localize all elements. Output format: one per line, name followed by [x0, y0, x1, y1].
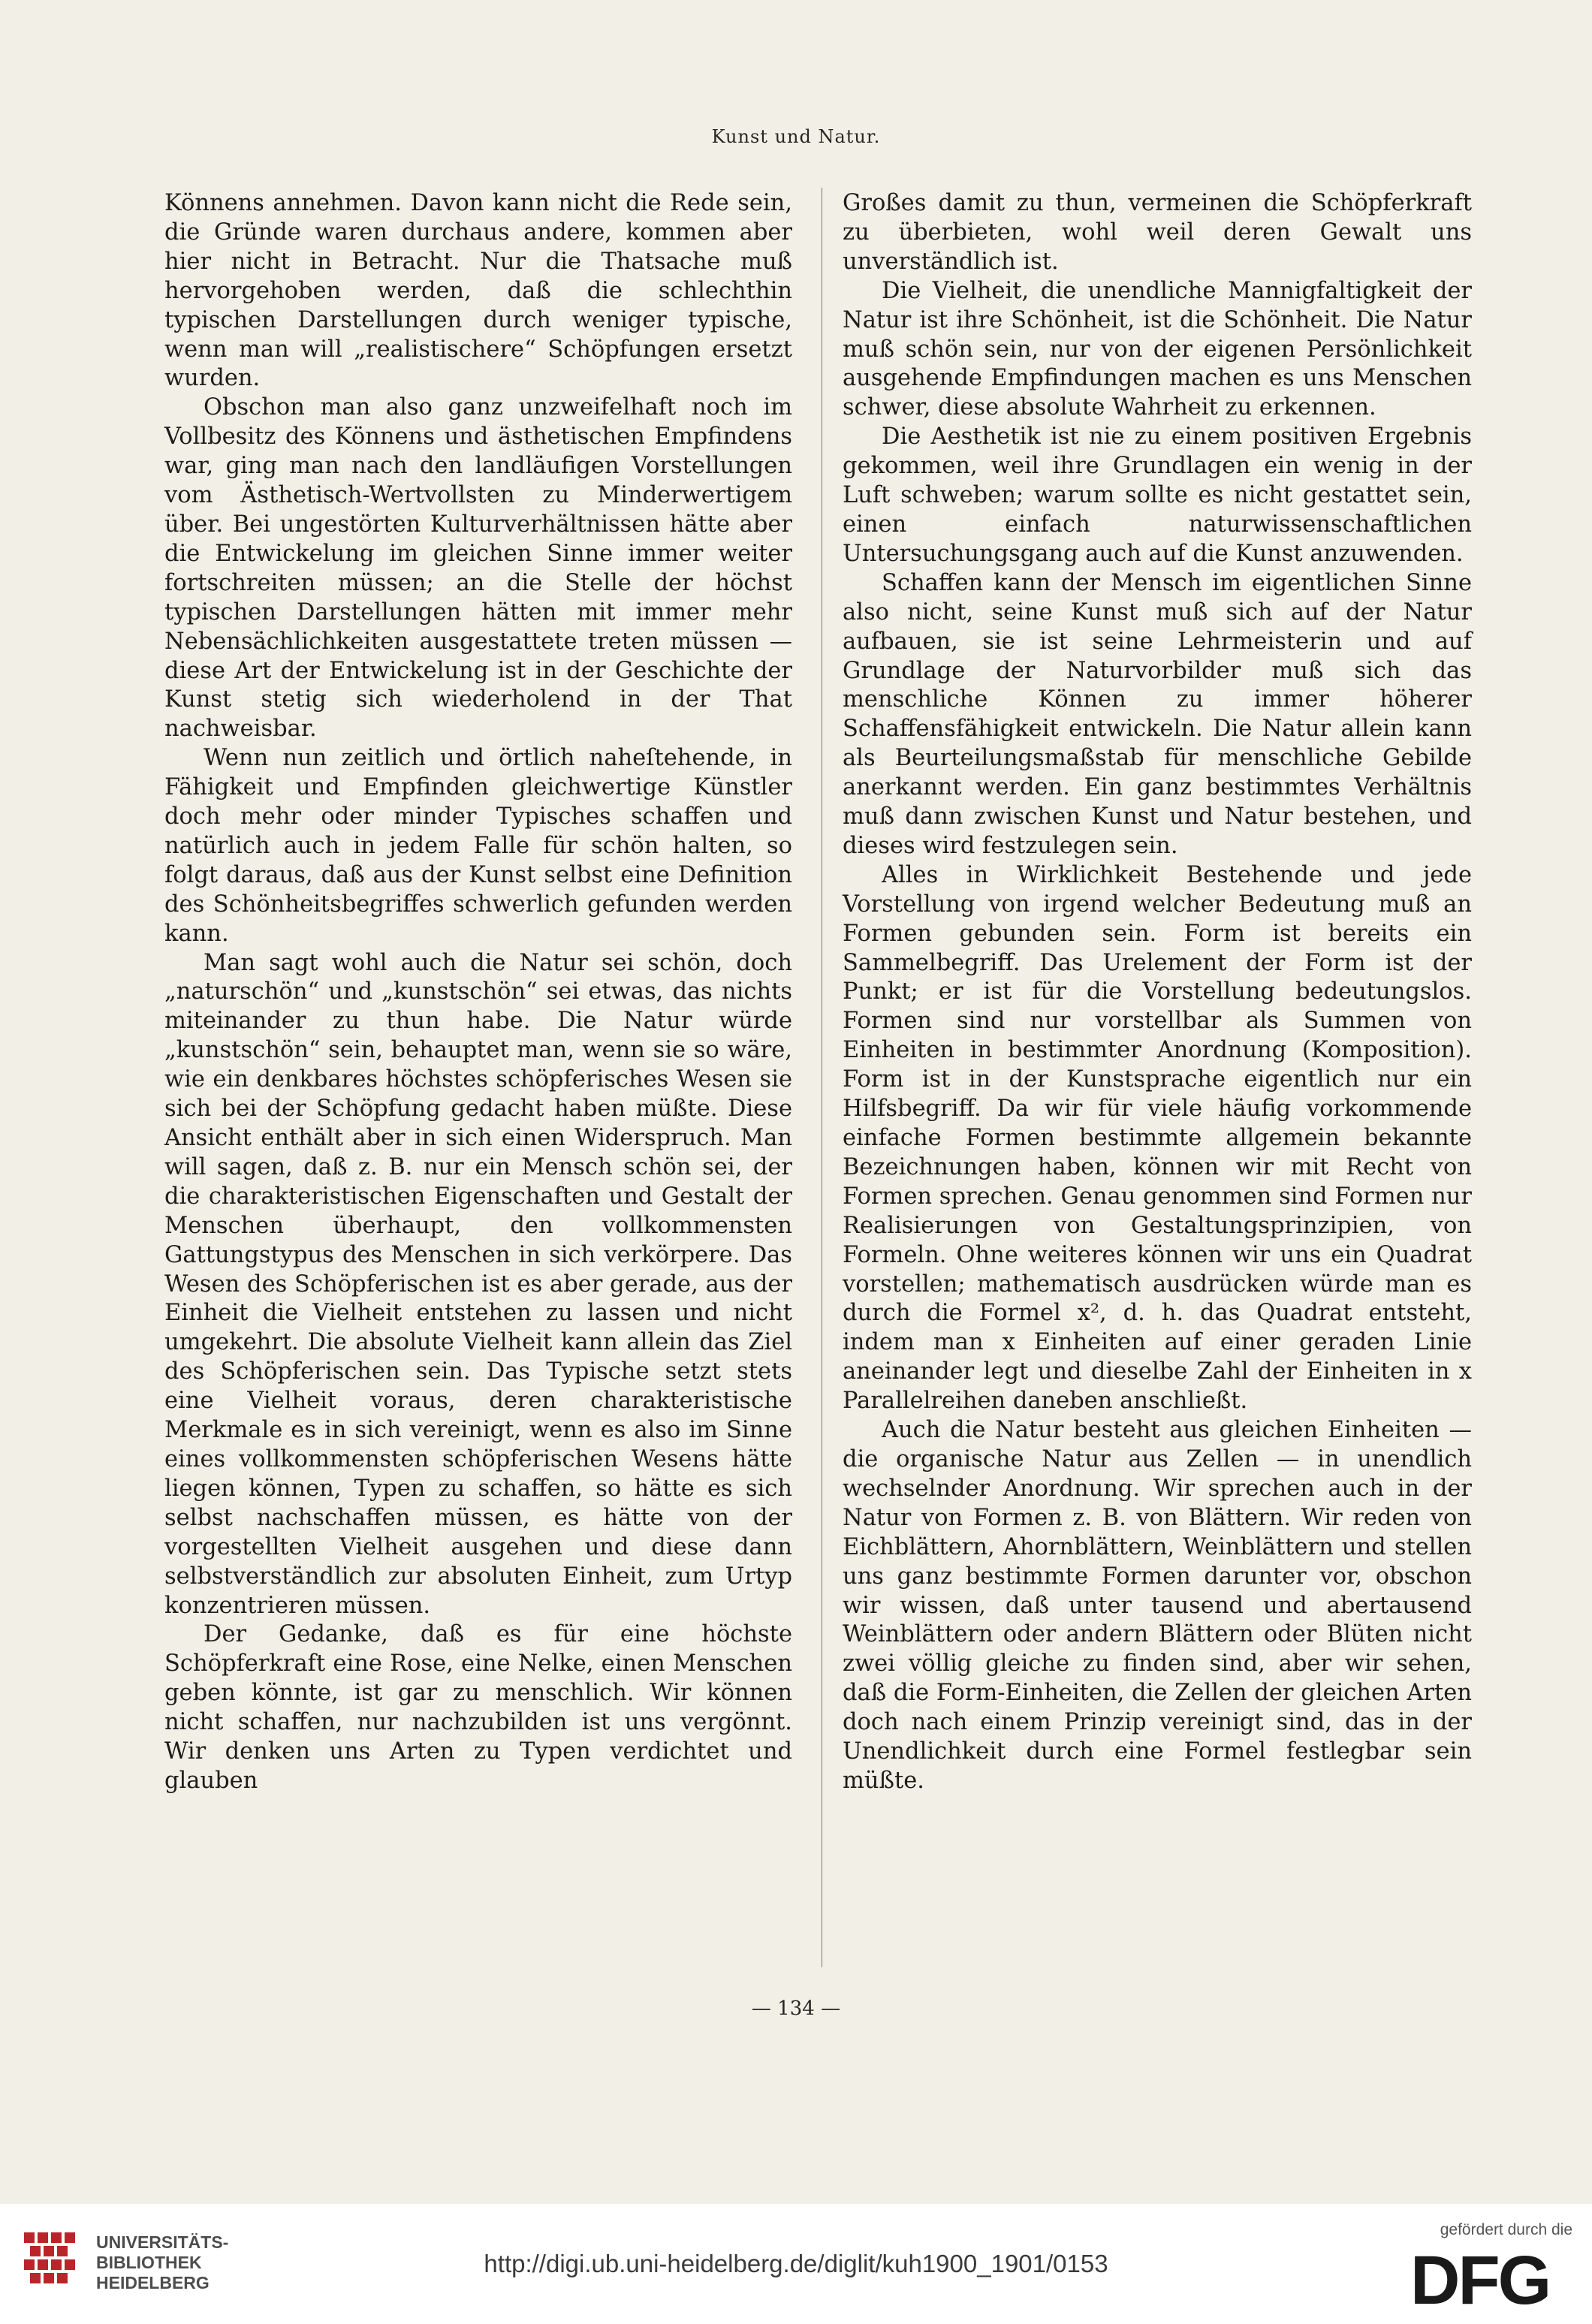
paragraph: Die Aesthetik ist nie zu einem positiven Ergebnis gekommen, weil ihre Grundlagen ein wenig in der Luft schweben; warum sollte es nicht gestattet sein, einen einfach naturwissenschaftlichen Untersuchungsgang auch auf die Kunst anzuwenden.	[843, 424, 1472, 567]
paragraph: Alles in Wirklichkeit Bestehende und jede Vorstellung von irgend welcher Bedeutung muß an Formen gebunden sein. Form ist bereits ein Sammelbegriff. Das Urelement der Form ist der Punkt; er ist für die Vorstellung bedeutungslos. Formen sind nur vorstellbar als Summen von Einheiten in bestimmter Anordnung (Komposition). Form ist in der Kunstsprache eigentlich nur ein Hilfsbegriff. Da wir für viele häufig vorkommende einfache Formen bestimmte allgemein bekannte Bezeichnungen haben, können wir mit Recht von Formen sprechen. Genau genommen sind Formen nur Realisierungen von Gestaltungsprinzipien, von Formeln. Ohne weiteres können wir uns ein Quadrat vorstellen; mathematisch ausdrücken würde man es durch die Formel x², d. h. das Quadrat entsteht, indem man x Einheiten auf einer geraden Linie aneinander legt und dieselbe Zahl der Einheiten in x Parallelreihen daneben anschließt.	[843, 861, 1472, 1415]
paragraph: Auch die Natur besteht aus gleichen Einheiten — die organische Natur aus Zellen — in unendlich wechselnder Anordnung. Wir sprechen auch in der Natur von Formen z. B. von Blättern. Wir reden von Eichblättern, Ahornblättern, Weinblättern und stellen uns ganz bestimmte Formen darunter vor, obschon wir wissen, daß unter tausend und abertausend Weinblättern oder andern Blättern oder Blüten nicht zwei völlig gleiche zu finden sind, aber wir sehen, daß die Form-Einheiten, die Zellen der gleichen Arten doch nach einem Prinzip vereinigt sind, das in der Unendlichkeit durch eine Formel festlegbar sein müßte.	[843, 1417, 1472, 1794]
library-name-line: BIBLIOTHEK	[96, 2253, 202, 2272]
source-url-link[interactable]: http://digi.ub.uni-heidelberg.de/diglit/kuh1900_1901/0153	[484, 2250, 1108, 2277]
right-text-column	[843, 189, 1472, 1796]
funding-text: gefördert durch die	[1440, 2221, 1572, 2238]
dfg-logo-icon	[1410, 2247, 1571, 2311]
library-name-line: UNIVERSITÄTS-	[96, 2232, 229, 2252]
paragraph: Obschon man also ganz unzweifelhaft noch im Vollbesitz des Könnens und ästhetischen Empfindens war, ging man nach den landläufigen Vorstellungen vom Ästhetisch-Wertvollsten zu Minderwertigem über. Bei ungestörten Kulturverhältnissen hätte aber die Entwickelung im gleichen Sinne immer weiter fortschreiten müssen; an die Stelle der höchst typischen Darstellungen hätten mit immer mehr Nebensächlichkeiten ausgestattete treten müssen — diese Art der Entwickelung ist in der Geschichte der Kunst stetig sich wiederholend in der That nachweisbar.	[164, 394, 792, 743]
paragraph: Der Gedanke, daß es für eine höchste Schöpferkraft eine Rose, eine Nelke, einen Menschen geben könnte, ist gar zu menschlich. Wir können nicht schaffen, nur nachzubilden ist uns vergönnt. Wir denken uns Arten zu Typen verdichtet und glauben	[164, 1621, 792, 1794]
page-number: — 134 —	[751, 1997, 841, 2020]
paragraph: Wenn nun zeitlich und örtlich naheſtehende, in Fähigkeit und Empfinden gleichwertige Künstler doch mehr oder minder Typisches schaffen und natürlich auch in jedem Falle für schön halten, so folgt daraus, daß aus der Kunst selbst eine Definition des Schönheitsbegriffes schwerlich gefunden werden kann.	[164, 745, 792, 947]
svg-text:DFG: DFG	[1410, 2247, 1550, 2311]
left-text-column	[164, 189, 792, 1796]
paragraph: Großes damit zu thun, vermeinen die Schöpferkraft zu überbieten, wohl weil deren Gewalt uns unverständlich ist.	[843, 190, 1472, 275]
paragraph: Könnens annehmen. Davon kann nicht die Rede sein, die Gründe waren durchaus andere, kommen aber hier nicht in Betracht. Nur die Thatsache muß hervorgehoben werden, daß die schlechthin typischen Darstellungen durch weniger typische, wenn man will „realistischere“ Schöpfungen ersetzt wurden.	[164, 190, 792, 392]
running-head: Kunst und Natur.	[711, 126, 881, 147]
paragraph: Man sagt wohl auch die Natur sei schön, doch „naturschön“ und „kunstschön“ sei etwas, das nichts miteinander zu thun habe. Die Natur würde „kunstschön“ sein, behauptet man, wenn sie so wäre, wie ein denkbares höchstes schöpferisches Wesen sie sich bei der Schöpfung gedacht haben müßte. Diese Ansicht enthält aber in sich einen Widerspruch. Man will sagen, daß z. B. nur ein Mensch schön sei, der die charakteristischen Eigenschaften und Gestalt der Menschen überhaupt, den vollkommensten Gattungstypus des Menschen in sich verkörpere. Das Wesen des Schöpferischen ist es aber gerade, aus der Einheit die Vielheit entstehen zu lassen und nicht umgekehrt. Die absolute Vielheit kann allein das Ziel des Schöpferischen sein. Das Typische setzt stets eine Vielheit voraus, deren charakteristische Merkmale es in sich vereinigt, wenn es also im Sinne eines vollkommensten schöpferischen Wesens hätte liegen können, Typen zu schaffen, so hätte es sich selbst nachschaffen müssen, es hätte von der vorgestellten Vielheit ausgehen und diese dann selbstverständlich zur absoluten Einheit, zum Urtyp konzentrieren müssen.	[164, 949, 792, 1619]
paragraph: Die Vielheit, die unendliche Mannigfaltigkeit der Natur ist ihre Schönheit, ist die Schönheit. Die Natur muß schön sein, nur von der eigenen Persönlichkeit ausgehende Empfindungen machen es uns Menschen schwer, diese absolute Wahrheit zu erkennen.	[843, 277, 1472, 421]
paragraph: Schaffen kann der Mensch im eigentlichen Sinne also nicht, seine Kunst muß sich auf der Natur aufbauen, sie ist seine Lehrmeisterin und auf Grundlage der Naturvorbilder muß sich das menschliche Können zu immer höherer Schaffensfähigkeit entwickeln. Die Natur allein kann als Beurteilungsmaßstab für menschliche Gebilde anerkannt werden. Ein ganz bestimmtes Verhältnis muß dann zwischen Kunst und Natur bestehen, und dieses wird festzulegen sein.	[843, 569, 1472, 859]
library-name-line: HEIDELBERG	[96, 2273, 210, 2292]
